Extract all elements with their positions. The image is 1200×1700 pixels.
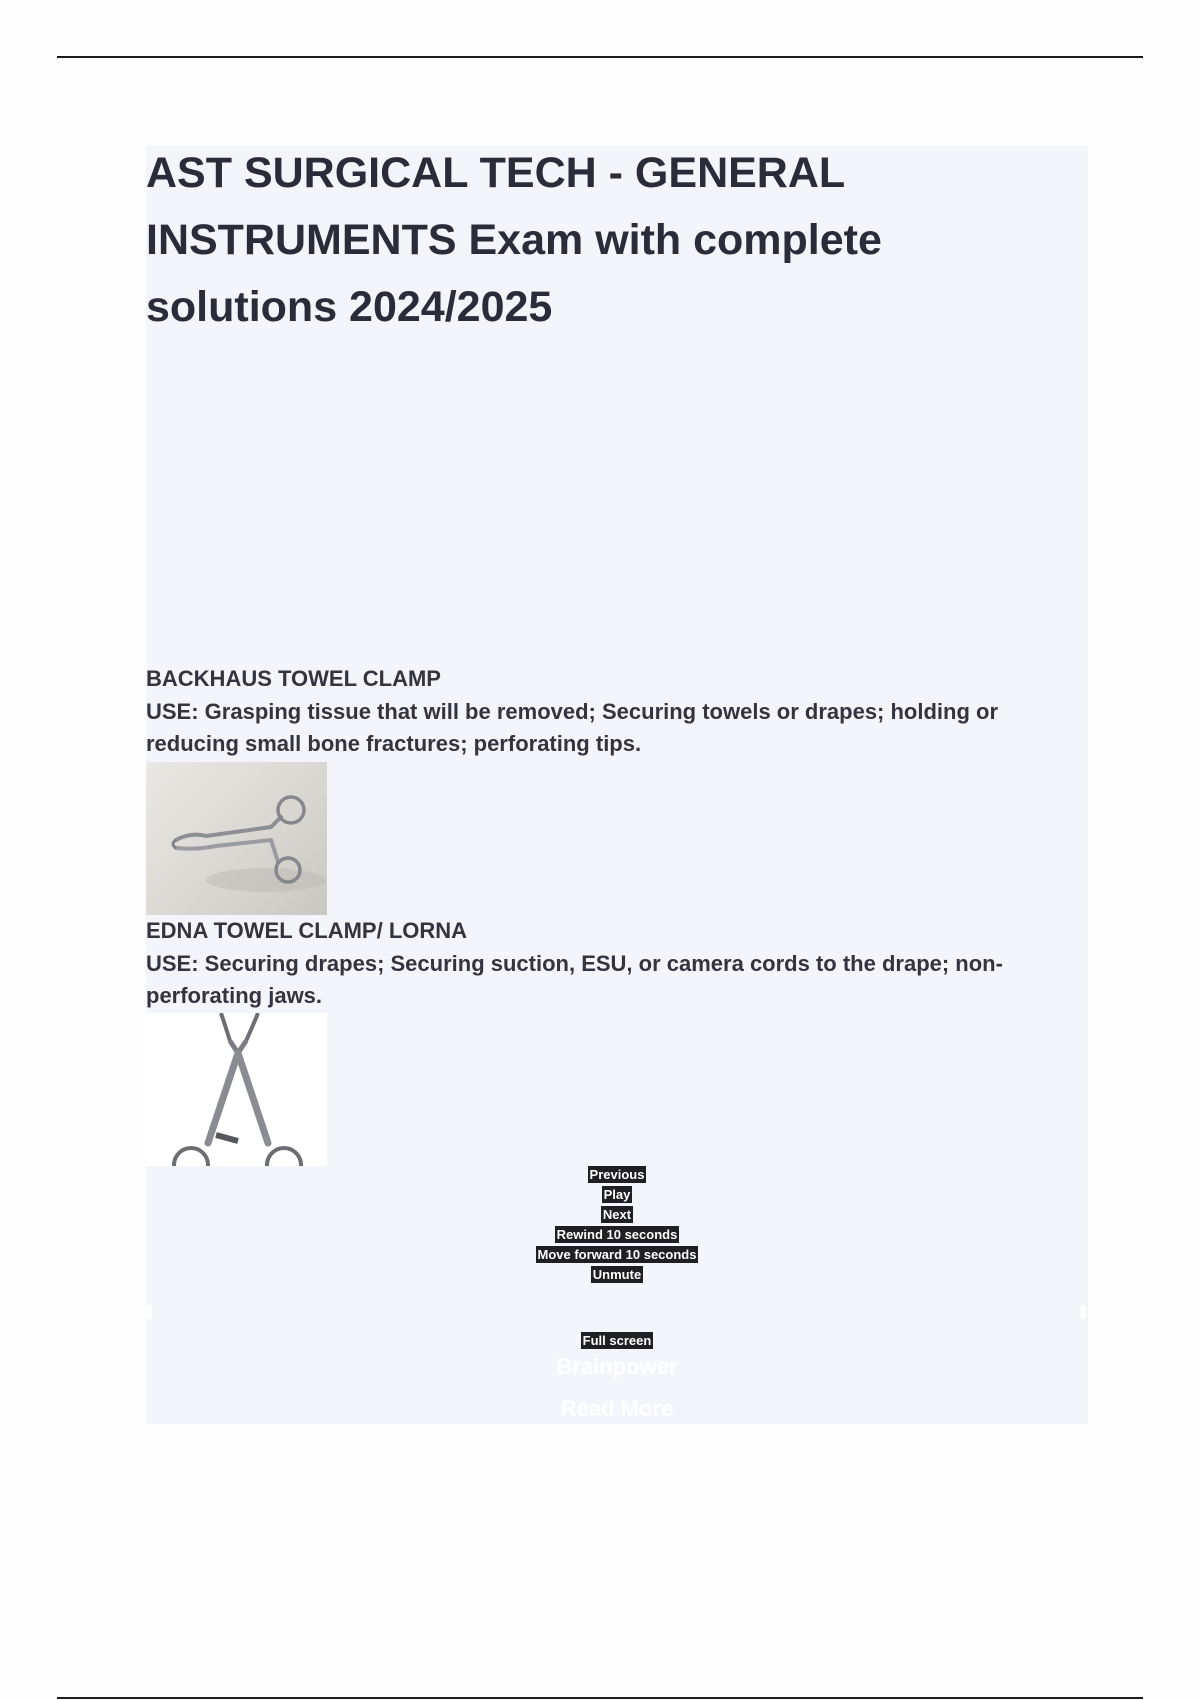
player-scrubber-start [146,1305,152,1319]
edna-clamp-icon [146,1013,327,1166]
unmute-button[interactable]: Unmute [592,1267,642,1282]
entry-name-backhaus: BACKHAUS TOWEL CLAMP [146,666,441,691]
backhaus-clamp-icon [146,762,327,915]
document-title: AST SURGICAL TECH - GENERAL INSTRUMENTS Exam with complete solutions 2024/2025 [146,149,882,331]
previous-button[interactable]: Previous [589,1167,645,1182]
rewind-10-button[interactable]: Rewind 10 seconds [556,1227,678,1242]
player-scrubber-end [1080,1305,1086,1319]
next-button[interactable]: Next [602,1207,632,1222]
bottom-rule [57,1697,1143,1699]
edna-towel-clamp-photo [146,1013,327,1166]
time-current: 0:00 [603,1286,631,1301]
fullscreen-button[interactable]: Full screen [582,1333,652,1348]
top-rule [57,56,1143,58]
forward-10-button[interactable]: Move forward 10 seconds [537,1247,697,1262]
read-more-link[interactable]: Read More [560,1396,674,1421]
backhaus-towel-clamp-photo [146,762,327,915]
entry-use-edna: USE: Securing drapes; Securing suction, ESU, or camera cords to the drape; non-perforating jaws. [146,951,1003,1008]
media-player-controls [400,1166,834,1352]
entry-use-backhaus: USE: Grasping tissue that will be removed; Securing towels or drapes; holding or reducing small bone fractures; perforating tips. [146,699,999,756]
time-duration: / 0:00 [600,1306,634,1321]
play-button[interactable]: Play [603,1187,631,1202]
brand-overlay-text: Brainpower [556,1354,678,1379]
entry-name-edna: EDNA TOWEL CLAMP/ LORNA [146,918,468,943]
